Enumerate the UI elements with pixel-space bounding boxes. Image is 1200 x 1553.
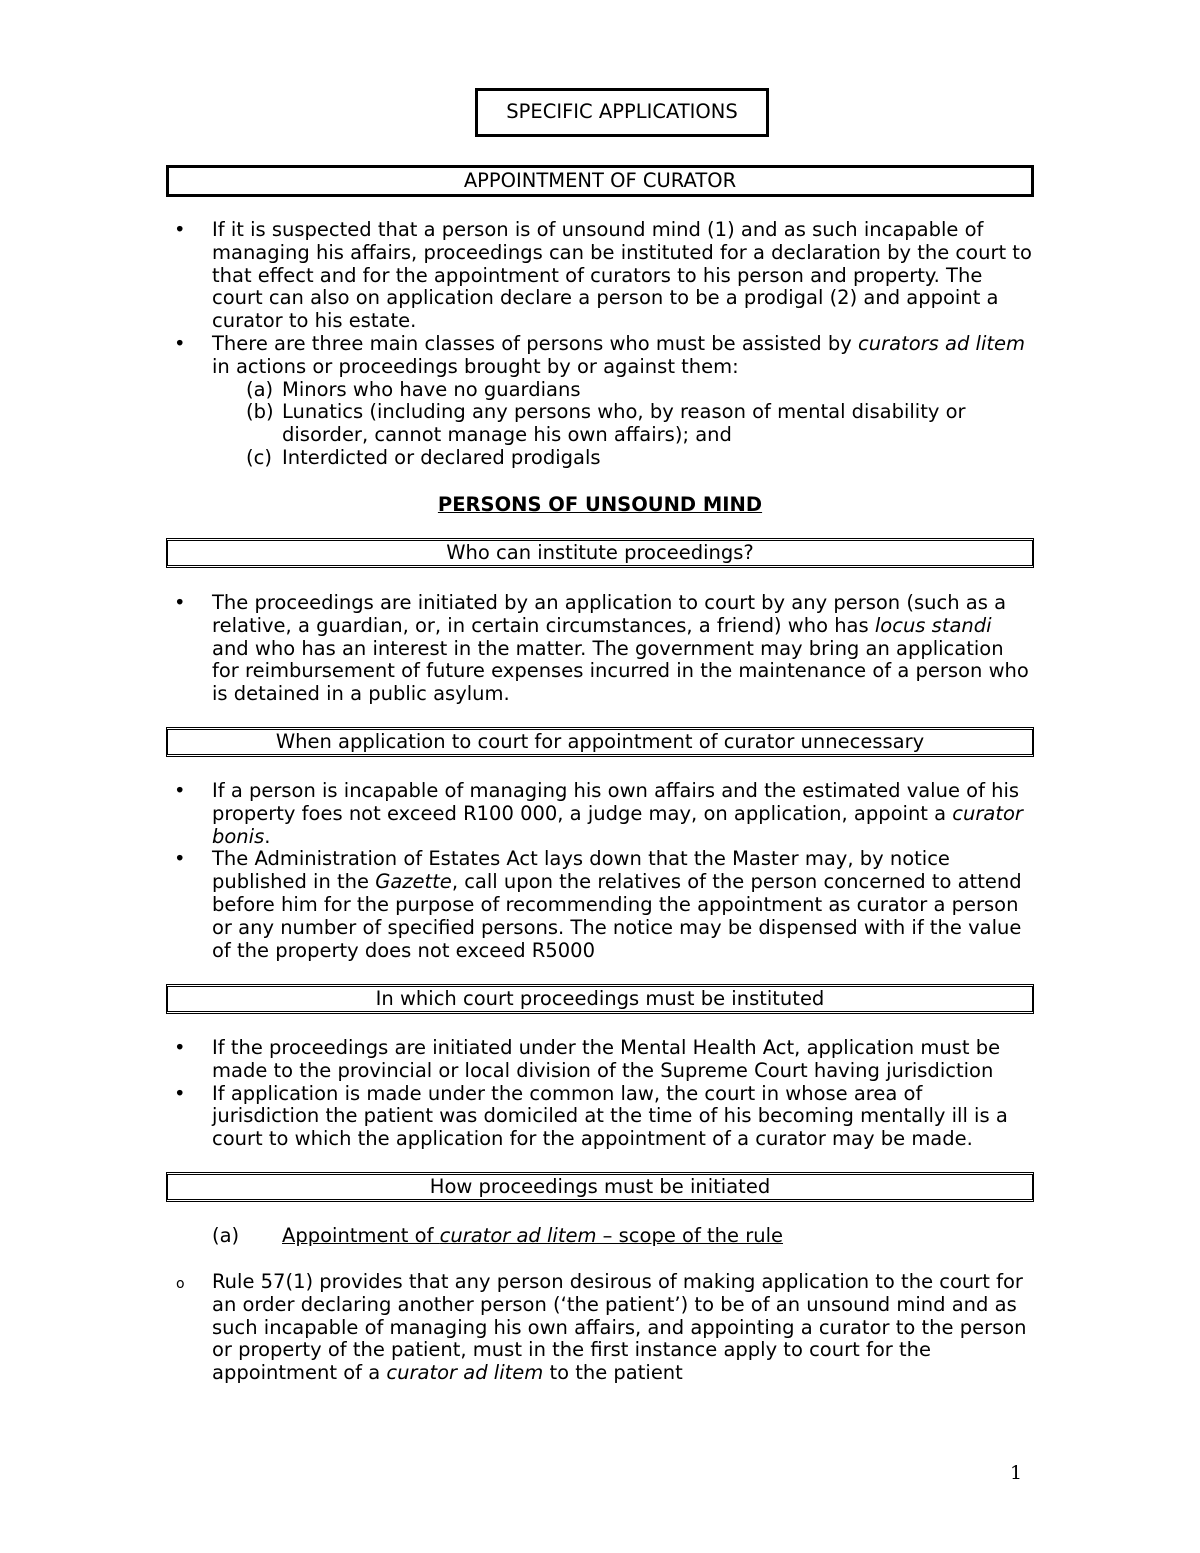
bullet-icon: • (174, 591, 186, 614)
list-item: • If a person is incapable of managing his own affairs and the estimated value of his property foes not exceed R100 000, a judge may, on application, appoint a curator bonis. (174, 779, 1023, 848)
list-item: • If it is suspected that a person is of unsound mind (1) and as such incapable of managing his affairs, proceedings can be instituted for a declaration by the court to that effect and for the appointment of curators to his person and property. The court can also on application declare a person to be a prodigal (2) and appoint a curator to his estate. (174, 218, 1032, 333)
bullet-icon: • (174, 1036, 186, 1059)
subsection-heading: How proceedings must be initiated (429, 1174, 771, 1198)
list-item: • If application is made under the common law, the court in whose area of jurisdiction the patient was domiciled at the time of his becoming mentally ill is a court to which the application for the appointment of a curator may be made. (174, 1081, 1008, 1151)
appointment-bullet-list (174, 218, 1032, 470)
section-heading-box (166, 165, 1034, 197)
bullet-icon: • (174, 779, 186, 802)
section-heading: APPOINTMENT OF CURATOR (463, 168, 737, 192)
subsection-heading: In which court proceedings must be instituted (375, 986, 825, 1010)
list-item: (c) Interdicted or declared prodigals (246, 445, 601, 469)
subsection-heading-box (166, 727, 1034, 757)
when-bullet-list (174, 779, 1032, 962)
subsection-heading: When application to court for appointment of curator unnecessary (275, 729, 925, 753)
subheading-label: (a) (212, 1224, 240, 1247)
bullet-icon: • (174, 1081, 186, 1105)
rule-bullet-list (176, 1270, 1032, 1385)
list-item: (a) Minors who have no guardians (246, 377, 581, 401)
bullet-icon: • (174, 847, 186, 871)
list-item: (b) Lunatics (including any persons who, by reason of mental disability or disorder, cannot manage his own affairs); and (246, 400, 966, 447)
subsection-heading: Who can institute proceedings? (446, 540, 754, 564)
list-item: • If the proceedings are initiated under the Mental Health Act, application must be made to the provincial or local division of the Supreme Court having jurisdiction (174, 1036, 1001, 1082)
bullet-icon: • (174, 331, 186, 355)
subsection-heading-box (166, 538, 1034, 568)
document-title-box (475, 88, 769, 137)
list-item: o Rule 57(1) provides that any person desirous of making application to the court for an order declaring another person (‘the patient’) to be of an unsound mind and as such incapable of managing his own affairs, and appointing a curator to the person or property of the patient, must in the first instance apply to court for the appointment of a curator ad litem to the patient (176, 1270, 1027, 1385)
subsection-heading-box (166, 1172, 1034, 1202)
subheading-title: Appointment of curator ad litem – scope of the rule (282, 1224, 784, 1247)
court-bullet-list (174, 1036, 1032, 1151)
list-item: • The proceedings are initiated by an application to court by any person (such as a relative, a guardian, or, in certain circumstances, a friend) who has locus standi and who has an interest in the matter. The government may bring an application for reimbursement of future expenses incurred in the maintenance of a person who is detained in a public asylum. (174, 591, 1029, 706)
classes-list (212, 379, 1032, 470)
document-title: SPECIFIC APPLICATIONS (506, 100, 738, 124)
who-bullet-list (174, 591, 1032, 706)
bullet-icon: • (174, 218, 186, 241)
list-item: • The Administration of Estates Act lays down that the Master may, by notice published in the Gazette, call upon the relatives of the person concerned to attend before him for the purpose of recommending the appointment as curator a person or any number of specified persons. The notice may be dispensed with if the value of the property does not exceed R5000 (174, 847, 1022, 962)
circle-bullet-icon: o (176, 1276, 185, 1292)
page-number: 1 (1010, 1462, 1023, 1484)
section-heading-underlined: PERSONS OF UNSOUND MIND (437, 493, 763, 516)
list-item: • There are three main classes of persons who must be assisted by curators ad litem in actions or proceedings brought by or against them: (a) Minors who have no guardians (b) Lunatics (including any persons who, by reason of mental disability or disorder, cannot manage his own affairs); and (c) Interdicted or declared prodigals (212, 333, 1032, 470)
subsection-heading-box (166, 984, 1034, 1014)
